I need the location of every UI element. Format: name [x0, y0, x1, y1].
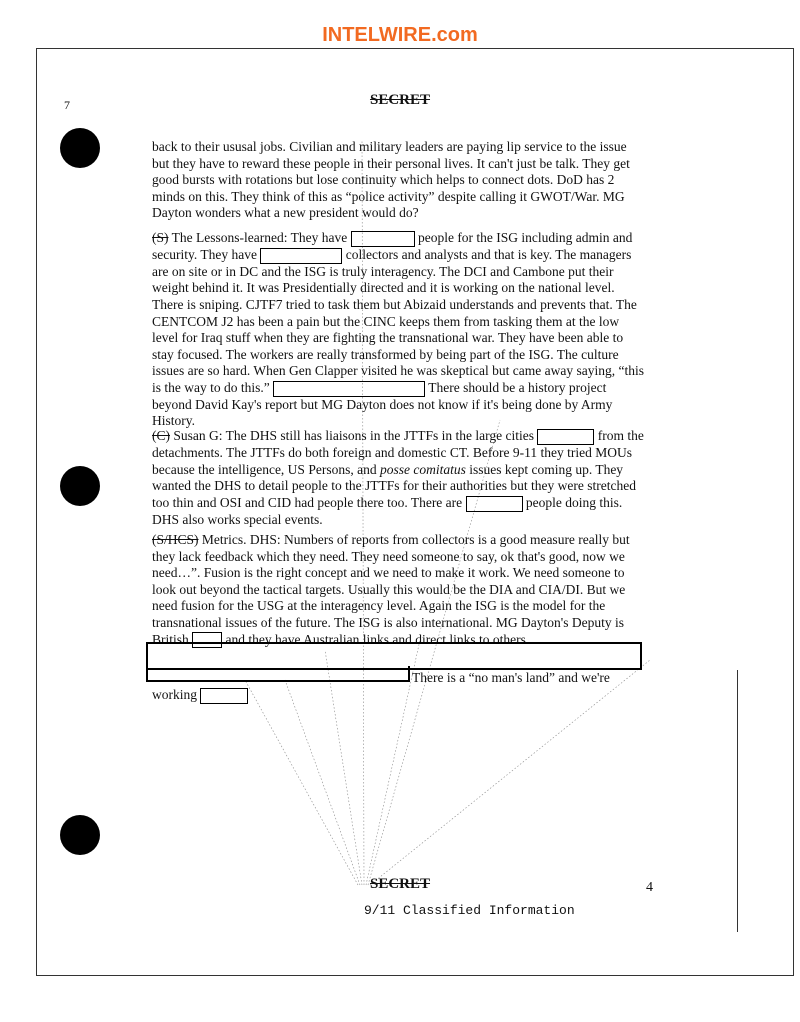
- paragraph-lessons-learned: (S) The Lessons-learned: They have people for the ISG including admin and security. They have collectors and analysts and that is key. The managers are on site or in DC and the ISG is truly interagency. The DCI and Cambone put their weight behind it. It was Presidentially directed and it is working on the national level. There is sniping. CJTF7 tried to task them but Abizaid understands and prevents that. The CENTCOM J2 has been a pain but the CINC keeps them from tasking them at the low level for Iraq stuff when they are fighting the transnational war. They have been able to stay focused. The workers are really transformed by being part of the ISG. The culture issues are so hard. When Gen Clapper visited he was skeptical but came away saying, “this is the way to do this.” There should be a history project beyond David Kay's report but MG Dayton does not know if it's being done by Army History.: [152, 230, 644, 429]
- classification-marking: (C): [152, 428, 170, 443]
- redaction-block-tail: [146, 666, 410, 682]
- classification-top: SECRET: [369, 92, 431, 108]
- paragraph-continuation: back to their ususal jobs. Civilian and military leaders are paying lip service to the issue but they have to reward these people in their personal lives. It can't just be talk. They get good bursts with rotations but lose continuity which helps to connect dots. DoD has 2 minds on this. They think of this as “police activity” despite calling it GWOT/War. MG Dayton wonders what a new president would do?: [152, 139, 630, 221]
- paragraph-susan-g: (C) Susan G: The DHS still has liaisons in the JTTFs in the large cities from the detachments. The JTTFs do both foreign and domestic CT. Before 9-11 they tried MOUs because the intelligence, US Persons, and posse comitatus issues kept coming up. They wanted the DHS to detail people to the JTTFs for their authorities but they were stretched too thin and OSI and CID had people there too. There are people doing this. DHS also works special events.: [152, 428, 644, 527]
- redaction-box: [351, 231, 415, 247]
- redaction-box: [200, 688, 248, 704]
- classification-marking: (S/HCS): [152, 532, 199, 547]
- paragraph-end-line: There is a “no man's land” and we're: [412, 670, 610, 685]
- margin-mark: 7: [64, 98, 70, 112]
- classification-bottom: SECRET: [369, 876, 431, 892]
- redaction-box: [273, 381, 425, 397]
- site-banner[interactable]: INTELWIRE.com: [322, 24, 478, 46]
- paragraph-metrics: (S/HCS) Metrics. DHS: Numbers of reports from collectors is a good measure really but they lack feedback which they need. They need someone to say, ok that's good, now we need…”. Fusion is the right concept and we need to make it work. We need someone to look out beyond the tactical targets. Usually this would be the DIA and CIA/DI. But we need fusion for the USG at the interagency level. Again the ISG is the model for the transnational issues of the future. The ISG is also international. MG Dayton's Deputy is British and they have Australian links and direct links to others.: [152, 532, 630, 647]
- redaction-box: [466, 496, 523, 512]
- page-number: 4: [646, 880, 653, 895]
- redaction-box: [260, 248, 342, 264]
- classification-marking: (S): [152, 230, 169, 245]
- footer-label: 9/11 Classified Information: [364, 903, 575, 918]
- redaction-box: [537, 429, 594, 445]
- paragraph-last-line: working: [152, 687, 647, 704]
